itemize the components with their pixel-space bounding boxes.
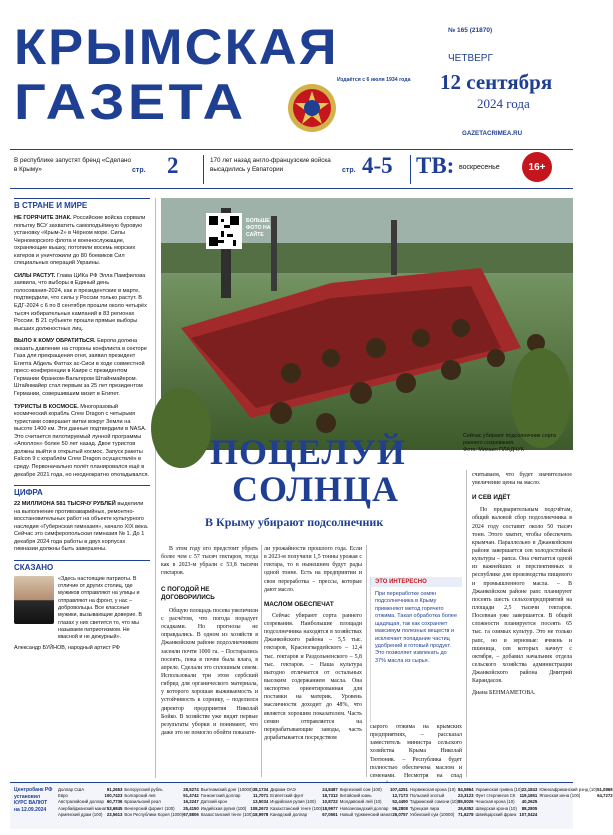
quote-text: «Здесь настоящие патриоты. В отличие от других столиц, где мужиков отправляют на улицы и отправляют на фронт, у нас – добровольцы. Все классные мужики, вызывающие доверие. В глазах у них светится то, что мы называем патриотизмом. Не квасной и не дежурный». (58, 575, 142, 641)
currency-rate: 67,8806 (183, 811, 199, 817)
currency-name: Таджикский сомони (10) (409, 799, 458, 805)
currency-rate: 60,7736 (106, 799, 123, 805)
currency-rate: 107,0424 (519, 811, 538, 817)
rates-title-line: КУРС ВАЛЮТ (14, 800, 48, 806)
rates-title-line: на 12.09.2024 (14, 806, 47, 813)
headline-subtitle: В Крыму убирают подсолнечник (205, 515, 384, 529)
currency-name: Шведская крона (10) (475, 805, 517, 811)
teaser-2-page[interactable]: 4-5 (362, 153, 393, 178)
currency-name: Украинская гривна (10) (475, 787, 522, 792)
teaser-2-page-label: стр. (342, 167, 356, 174)
masthead-title-line1: КРЫМСКАЯ (14, 19, 339, 75)
figure-lead: 22 МИЛЛИОНА 581 ТЫСЯЧУ РУБЛЕЙ (14, 501, 116, 508)
divider (203, 155, 204, 184)
currency-rate: 26,6352 (457, 805, 474, 811)
weekday: ЧЕТВЕРГ (448, 53, 493, 64)
currency-name: Молдавский лей (10) (339, 799, 382, 805)
currency-rate: 18,7312 (322, 793, 338, 799)
figure-item (14, 501, 150, 554)
teaser-3-subtitle: воскресенье (459, 164, 500, 171)
currency-rate: 25,4150 (183, 805, 199, 811)
divider (366, 545, 367, 777)
news-text: Глава ЦИКа РФ Элла Памфилова заявила, что выборы в Единый день голосования-2024, как и президентские в марте, подтвердили, что силы у России только растут. В ЕДГ-2024 с 6 по 8 сентября прошли около четырёх тысяч избирательных кампаний в 83 регионах России. В 21 субъекте прошли прямые выборы высших должностных лиц. (14, 272, 147, 332)
currency-rate: 119,1651 (519, 793, 538, 799)
currency-name: Индийская рупия (100) (270, 799, 316, 805)
currency-rate: 88,2805 (521, 805, 538, 811)
news-lead: НЕ ГОРЯЧИТЕ ЗНАК. (14, 215, 72, 221)
rates-grid (58, 787, 613, 818)
currency-rate: 28,5274 (183, 787, 199, 792)
currency-name: Доллар США (58, 787, 85, 792)
currency-name: Казахстанский тенге (100) (270, 805, 323, 811)
currency-rate: 107,4251 (389, 787, 408, 792)
article-col4 (472, 471, 572, 698)
divider (261, 545, 262, 777)
rate-row (340, 812, 408, 818)
currency-rate: 71,6278 (457, 811, 474, 817)
currency-name: Канадский доллар (270, 811, 308, 817)
currency-name: Болгарский лев (124, 793, 156, 799)
news-item (14, 338, 150, 398)
news-text: Российские войска сорвали попытку ВСУ захватить самоподъёмную буровую установку «Крым-2» в Чёрном море. Силы Черноморского флота и военнослужащие, охраняющие вышку, потопили восемь морских катеров и уничтожили до 80 боевиков Сил специальных операций Украины. (14, 215, 146, 267)
teaser-1-page[interactable]: 2 (167, 153, 179, 178)
box-heading: ЭТО ИНТЕРЕСНО (371, 577, 462, 587)
rate-row (410, 812, 474, 818)
currency-rate: 64,7272 (597, 793, 613, 799)
rates-column (539, 787, 612, 818)
rate-row (201, 812, 268, 818)
currency-name: Индийская рупия (100) (200, 805, 247, 811)
currency-name: Южноафриканский рэнд (10) (539, 787, 598, 792)
currency-name: Дирхам ОАЭ (270, 787, 296, 792)
news-item (14, 404, 150, 479)
currency-rate: 22,1843 (521, 787, 538, 792)
rates-title (14, 787, 64, 813)
currency-name: Китайский юань (339, 793, 372, 799)
section-heading: СКАЗАНО (14, 560, 150, 572)
currency-rate: 40,2625 (521, 799, 538, 805)
issue-number: № 165 (21870) (448, 27, 493, 34)
qr-caption: БОЛЬШЕ ФОТО НА САЙТЕ (246, 218, 271, 238)
sidebar (14, 198, 150, 652)
currency-rate: 16,2247 (183, 799, 199, 805)
currency-rate: 85,5026 (457, 799, 474, 805)
teaser-3-title[interactable]: ТВ: (416, 153, 455, 178)
currency-rate: 51,0868 (597, 787, 613, 792)
rate-row (58, 812, 122, 818)
teaser-1-page-label: стр. (132, 167, 146, 174)
rates-column (410, 787, 474, 818)
currency-rate: 91,2653 (106, 787, 123, 792)
rates-column (124, 787, 198, 818)
currency-rate: 108,2672 (250, 805, 269, 811)
currency-name: Узбекский сум (10000) (409, 811, 455, 817)
currency-name: Бразильский реал (124, 799, 161, 805)
currency-rate: 51,4742 (183, 793, 199, 799)
currency-rate: 56,2808 (392, 805, 408, 811)
quote-author: Александр БУЙНОВ, народный артист РФ (14, 644, 120, 651)
currency-rate: 10,8722 (322, 799, 338, 805)
subheading: И СЕВ ИДЁТ (472, 494, 511, 502)
headline-line1: ПОЦЕЛУЙ (210, 432, 406, 472)
article-text: ли урожайности прошлого года. Если в 2023-м получили 1,5 тонны урожая с гектара, то в нынешнем будут рады одной тонне. Есть на предприятии и своя переработка – прессы, которые дают масло. (264, 546, 362, 593)
currency-rate: 11,7071 (252, 793, 269, 799)
currency-rate: 24,8487 (322, 787, 338, 792)
teaser-1-text[interactable]: В республике запустят бренд «Сделано в Крыму» (14, 157, 131, 173)
news-item (14, 215, 150, 268)
currency-name: Киргизский сом (100) (339, 787, 382, 792)
rate-row (124, 812, 198, 818)
currency-name: Турецкая лира (409, 805, 440, 811)
masthead-title-line2: ГАЗЕТА (14, 74, 247, 130)
currency-rate: 53,6845 (106, 805, 123, 811)
article-intro: В этом году его предстоит убрать более чем с 57 тысяч гектаров, тогда как в 2023-м убрали с 53,8 тысячи гектаров. (161, 546, 258, 577)
currency-name: Польский злотый (409, 793, 445, 799)
interesting-box (370, 577, 462, 722)
news-lead: СИЛЫ РАСТУТ. (14, 272, 56, 279)
currency-name: Норвежская крона (10) (409, 787, 456, 792)
rates-column (476, 787, 538, 818)
avatar (14, 576, 54, 624)
rate-row (539, 793, 612, 799)
currency-name: Армянский драм (100) (58, 811, 103, 817)
currency-name: Швейцарский франк (475, 811, 517, 817)
headline-line2: СОЛНЦА (232, 469, 400, 509)
currency-name: Австралийский доллар (58, 799, 104, 805)
date: 12 сентября (440, 70, 553, 94)
currency-rate: 18,9978 (252, 811, 269, 817)
currency-rate: 52,4490 (392, 799, 408, 805)
rates-column (201, 787, 268, 818)
currency-rate: 100,7423 (104, 793, 123, 799)
quote-block (14, 576, 150, 642)
rate-row (476, 812, 538, 818)
rates-column (270, 787, 337, 818)
news-lead: ТУРИСТЫ В КОСМОСЕ. (14, 403, 79, 410)
currency-name: Фунт стерлингов СК (475, 793, 516, 799)
currency-name: Чешская крона (10) (475, 799, 515, 805)
currency-name: Новый туркменский манат (339, 811, 393, 817)
news-item (14, 273, 150, 333)
rates-column (340, 787, 408, 818)
site-url[interactable]: GAZETACRIMEA.RU (462, 130, 523, 137)
currency-rate: 67,0661 (322, 811, 338, 817)
teaser-2-text[interactable]: 170 лет назад англо-французские войска высадились у Евпатории (210, 157, 331, 173)
divider (410, 155, 411, 184)
currency-name: Египетский фунт (270, 793, 304, 799)
article-text: сырого отжима на крымских предприятиях, – рассказал заместитель министра сельского хозяйства Крыма Николай Тютюник. – Республика будет полностью обеспечена маслом и семенами. Несмотря на спад (370, 724, 462, 779)
article-author: Диана БЕНМАМЕТОВА. (472, 690, 536, 697)
qr-code[interactable] (206, 213, 242, 249)
currency-name: Белорусский рубль (124, 787, 163, 792)
currency-name: Японская иена (100) (539, 793, 581, 799)
rates-title-line: Центробанк РФ (14, 787, 53, 793)
currency-name: Датский крон (200, 799, 227, 805)
divider (466, 470, 467, 777)
article-col1 (161, 545, 258, 787)
article-col3 (370, 723, 462, 777)
currency-name: Казахстанский тенге (100) (200, 811, 253, 817)
currency-name: Венгерский форинт (100) (124, 805, 175, 811)
news-text: Многоразовый космический корабль Crew Dragon с четырьмя туристами совершает витки вокруг Земли на высоте 1400 км. Эти данные подтвердили в NASA. Это считается пилотируемый лунной программы «Аполлон» более 50 лет назад. Двое туристов должны выйти в открытый космос. Запуск ракеты Falcon 9 с кораблём Crew Dragon осуществлён в среду. Первоначально полёт планировался ещё в декабре 2021 года, но неоднократно откладывался. (14, 403, 150, 478)
since-note: Издаётся с 6 июля 1934 года (337, 77, 411, 83)
rates-title-line: установил (14, 793, 41, 800)
currency-name: Вон Республики Корея (1000) (124, 811, 184, 817)
year: 2024 года (477, 96, 530, 111)
news-text: Европа должна оказать давление на стороны конфликта в секторе Газа для прекращения огня, заявил президент Египта Абдель Фаттах ас-Сиси в ходе совместной пресс-конференции в Каире с президентом Германии Франком-Вальтером Штайнмайером. Штайнмайер стал первым за 25 лет президентом Германии, совершившим визит в Египет. (14, 338, 147, 398)
currency-name: Евро (58, 793, 68, 799)
currency-rate: 84,5864 (457, 787, 474, 792)
subheading: С ПОГОДОЙ НЕ ДОГОВОРИЛИСЬ (161, 585, 215, 601)
photo-caption: Сейчас убирают подсолнечник сорта раннего созревания. (463, 433, 556, 447)
currency-rate: 12,7173 (392, 793, 408, 799)
divider (155, 198, 156, 778)
article-text: По предварительным подсчётам, общий валовой сбор подсолнечника в 2024 году составит около 50 тысяч тонн. Этого хватит, чтобы обеспечить крымчан. Параллельно в Джанкойском районе завершается сев холодостойкой культуры – рапса. Она считается одной из важнейших и перспективных в республике для производства пищевого и промышленного масла. – В Джанкойском районе рапс планируют посеять шесть сельхозпредприятий на площади 2,5 тысячи гектаров. Посевная уже завершается. В общей сложности планируется посеять 65 тыс. га озимых культур. Это не только рапс, но и зерновые: ячмень и пшеница, сев которых начнут с октября, – добавил начальник отдела сельского хозяйства администрации Джанкойского района Дмитрий Караидасов. (472, 507, 572, 685)
article-col2 (264, 545, 362, 780)
subheading: МАСЛОМ ОБЕСПЕЧАТ (264, 600, 334, 608)
currency-rate: 18,9977 (322, 805, 338, 811)
currency-name: Новозеландский доллар (339, 805, 389, 811)
currency-rate: 38,1734 (252, 787, 269, 792)
currency-rate: 23,3123 (457, 793, 474, 799)
section-heading: ЦИФРА (14, 485, 150, 497)
section-heading: В СТРАНЕ И МИРЕ (14, 198, 150, 210)
currency-name: Гонконгский доллар (200, 793, 241, 799)
rates-column (58, 787, 122, 818)
currency-rate: 13,5034 (252, 799, 269, 805)
photo-credit: Фото: Михаил ПЛАДЧУК (463, 447, 524, 453)
age-badge: 16+ (522, 152, 552, 182)
article-text: Сейчас убирают сорта раннего созревания. Наибольшие площади подсолнечника находятся в хозяйствах Джанкойского района – 5,5 тыс. гектаров, Красногвардейского – 12,4 тыс. гектаров и Раздольненского – 5,8 тыс. гектаров. – Наша культура выгодно отличается от остальных высоким содержанием масла. Она экспортно ориентированная для поставки на материк. Уровень масличности доходит до 48%, что является хорошим показателем. Часть семян отправляется на перерабатывающие заводы, часть дорабатывается посредством (264, 612, 362, 741)
article-text: Общую площадь посева увеличили с расчётом, что погода порадует осадками. Но прогнозы не оправдались. В одном из хозяйств в Джанкойском районе подсолнечником засеяли почти 1000 га. – Постарались посеять, пока в почве была влага, в апреле. Сделали это сплошным севом. Использовали три этом сербский гибрид для органического материала, у которого хорошая выживаемость и устойчивость к сорнику, – поделился директор предприятия Николай Бойко. В хозяйстве уже видят первые результаты уборки и понимают, что даже это не помогло обойти показате- (161, 607, 258, 737)
currency-rate: 23,5613 (106, 811, 123, 817)
rate-row (270, 812, 337, 818)
currency-name: Вьетнамский донг (10000) (200, 787, 253, 792)
emblem-logo (286, 82, 338, 134)
article-text: считываем, что будет значительное увеличение цены на масло. (472, 472, 572, 487)
currency-rate: 26,0757 (392, 811, 408, 817)
figure-text: выделили на выполнение противоаварийных, ремонтно-восстановительных работ на объекте культурного наследия «Губернская гимназия», начало XIX века. Сейчас это симферопольская гимназия № 1. До 1 декабря 2024 года работы в двух корпусах гимназии должны быть завершены. (14, 501, 149, 553)
box-text: При переработке семян подсолнечника в Крыму применяют метод горячего отжима. Такая обработка более щадящая, так как сохраняет максимум полезных веществ и исключает попадание частиц удобрений в готовый продукт. Это позволяет извлекать до 37% масла из сырья. (375, 591, 458, 664)
news-lead: ВЫЛО К КОМУ ОБРАТИТЬСЯ. (14, 338, 96, 345)
currency-name: Азербайджанский манат (58, 805, 107, 811)
